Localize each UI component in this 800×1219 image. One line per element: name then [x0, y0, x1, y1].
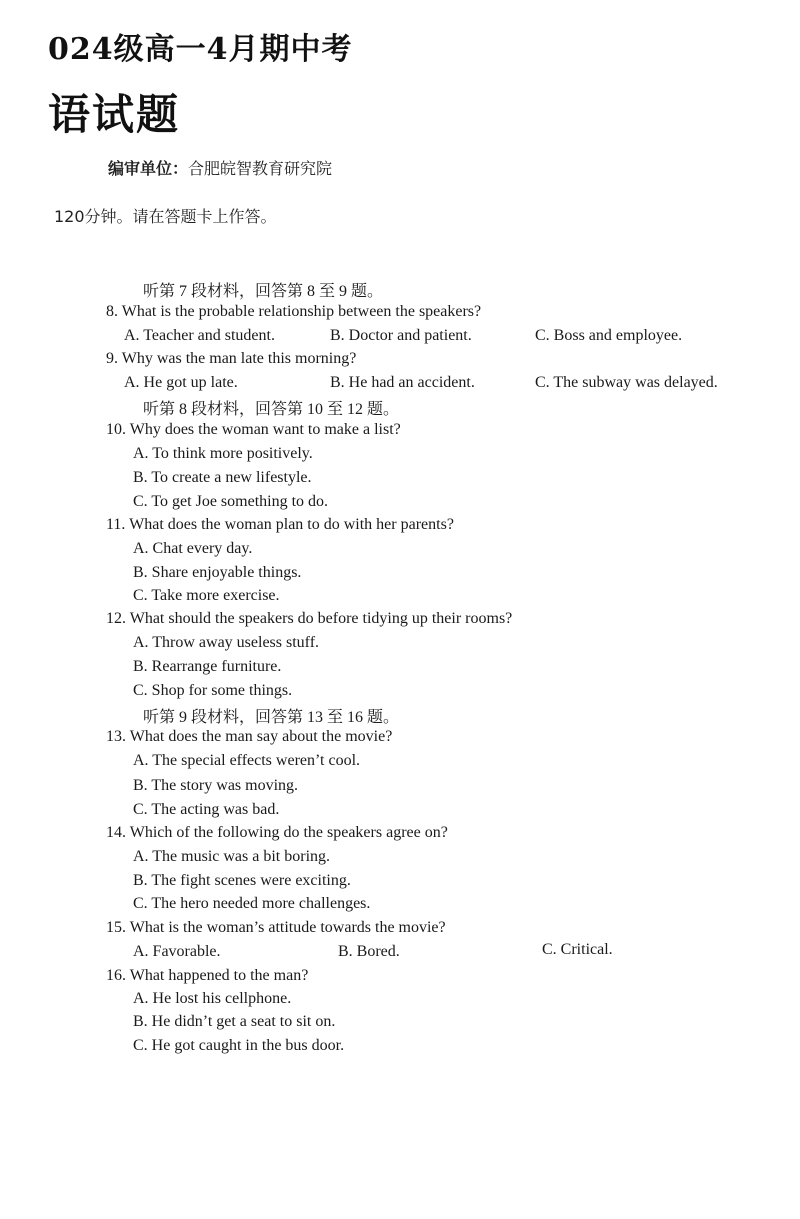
question-11-option-b: B. Share enjoyable things.: [133, 564, 302, 581]
question-16-option-c: C. He got caught in the bus door.: [133, 1037, 345, 1054]
question-15-option-a: A. Favorable.: [133, 943, 221, 960]
question-14-stem: 14. Which of the following do the speakers agree on?: [106, 824, 448, 841]
question-8-option-a: A. Teacher and student.: [124, 327, 275, 344]
question-11-stem: 11. What does the woman plan to do with her parents?: [106, 516, 454, 533]
question-12-option-c: C. Shop for some things.: [133, 682, 293, 699]
question-15-stem: 15. What is the woman’s attitude towards the movie?: [106, 919, 446, 936]
question-15-option-b: B. Bored.: [338, 943, 400, 960]
question-13-option-a: A. The special effects weren’t cool.: [133, 752, 361, 769]
question-10-option-c: C. To get Joe something to do.: [133, 493, 329, 510]
question-8-option-b: B. Doctor and patient.: [330, 327, 472, 344]
question-14-option-b: B. The fight scenes were exciting.: [133, 872, 351, 889]
exam-title-line1: 024级高一4月期中考: [48, 32, 353, 67]
section-heading-9: 听第 9 段材料，回答第 13 至 16 题。: [143, 709, 400, 726]
question-9-stem: 9. Why was the man late this morning?: [106, 350, 357, 367]
exam-title-line2: 语试题: [48, 90, 181, 139]
question-13-stem: 13. What does the man say about the movie?: [106, 728, 393, 745]
question-14-option-a: A. The music was a bit boring.: [133, 848, 331, 865]
question-10-stem: 10. Why does the woman want to make a list?: [106, 421, 401, 438]
question-9-option-b: B. He had an accident.: [330, 374, 475, 391]
question-16-stem: 16. What happened to the man?: [106, 967, 309, 984]
question-16-option-a: A. He lost his cellphone.: [133, 990, 292, 1007]
question-8-stem: 8. What is the probable relationship between the speakers?: [106, 303, 482, 320]
compiler-info: [108, 156, 332, 179]
question-12-option-b: B. Rearrange furniture.: [133, 658, 282, 675]
question-11-option-c: C. Take more exercise.: [133, 587, 280, 604]
question-13-option-b: B. The story was moving.: [133, 777, 299, 794]
question-12-stem: 12. What should the speakers do before tidying up their rooms?: [106, 610, 513, 627]
compiler-label: 编审单位：: [108, 159, 189, 178]
question-12-option-a: A. Throw away useless stuff.: [133, 634, 320, 651]
compiler-value: 合肥皖智教育研究院: [188, 159, 333, 178]
question-9-option-a: A. He got up late.: [124, 374, 238, 391]
question-8-option-c: C. Boss and employee.: [535, 327, 683, 344]
question-10-option-a: A. To think more positively.: [133, 445, 313, 462]
question-14-option-c: C. The hero needed more challenges.: [133, 895, 371, 912]
question-10-option-b: B. To create a new lifestyle.: [133, 469, 312, 486]
section-heading-7: 听第 7 段材料，回答第 8 至 9 题。: [143, 283, 384, 300]
question-13-option-c: C. The acting was bad.: [133, 801, 280, 818]
question-16-option-b: B. He didn’t get a seat to sit on.: [133, 1013, 336, 1030]
question-15-option-c: C. Critical.: [542, 941, 613, 958]
section-heading-8: 听第 8 段材料，回答第 10 至 12 题。: [143, 401, 400, 418]
question-9-option-c: C. The subway was delayed.: [535, 374, 718, 391]
question-11-option-a: A. Chat every day.: [133, 540, 253, 557]
exam-instructions: 120分钟。请在答题卡上作答。: [54, 207, 277, 226]
